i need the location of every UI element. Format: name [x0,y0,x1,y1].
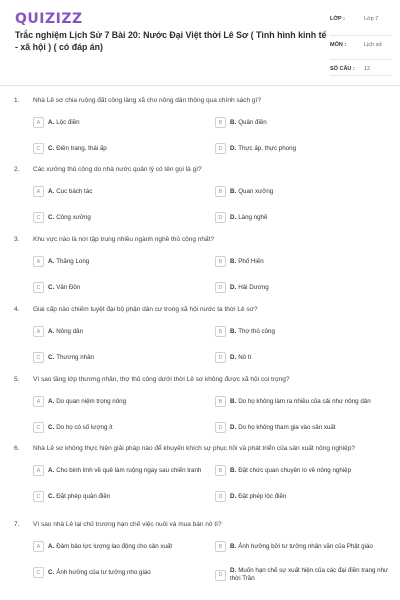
option-label: Ảnh hưởng của tư tưởng nho giáo [56,568,151,576]
option-text [230,398,371,406]
option-label: Hải Dương [238,283,269,291]
answer-option[interactable] [33,117,208,128]
option-letter: B. [230,466,237,474]
option-text [48,258,89,266]
option-label: Thợ thủ công [238,327,275,335]
option-letter: B. [230,542,237,550]
option-letter-box: C [33,143,44,154]
option-label: Muốn hạn chế sự xuất hiện của các đại điền trang như thời Trần [230,567,389,582]
option-letter-box: D [215,212,226,223]
option-text [230,145,296,153]
option-text [230,119,267,127]
option-label: Thương nhân [56,353,94,361]
answer-option[interactable] [33,422,208,433]
option-text [230,188,273,196]
option-label: Công xưởng [56,213,91,221]
option-text [48,328,83,336]
option-label: Nô tì [238,353,252,361]
option-letter: B. [230,118,237,126]
option-label: Cục bách tác [56,187,93,195]
option-label: Ảnh hưởng bởi tư tưởng nhân văn của Phật giáo [238,542,373,550]
option-label: Đảm bảo lực lượng lao động cho sản xuất [56,542,173,550]
option-letter-box: B [215,541,226,552]
option-letter: D. [230,213,237,221]
option-letter-box: B [215,256,226,267]
option-letter: D. [230,283,237,291]
option-label: Do họ không tham gia vào sản xuất [238,423,336,431]
answer-option[interactable] [215,326,390,337]
option-label: Đặt chức quan chuyên lo về nông nghiệp [238,466,352,474]
question-text: Vì sao nhà Lê lại chủ trương hạn chế việc nuôi và mua bán nô tì? [33,521,222,528]
option-letter-box: B [215,396,226,407]
option-letter: A. [48,257,55,265]
option-text [230,493,286,501]
option-letter-box: B [215,465,226,476]
option-letter: D. [230,144,237,152]
worksheet-meta [330,10,392,76]
option-label: Nông dân [56,327,84,335]
answer-option[interactable] [33,282,208,293]
question-number: 5. [14,376,20,383]
option-letter: C. [48,423,55,431]
option-text [48,398,126,406]
option-letter: D. [230,353,237,361]
option-letter: B. [230,257,237,265]
answer-option[interactable] [215,465,390,476]
option-letter: A. [48,187,55,195]
answer-option[interactable] [215,541,390,552]
answer-option[interactable] [215,396,390,407]
option-letter-box: A [33,541,44,552]
option-letter-box: C [33,491,44,502]
answer-option[interactable] [33,186,208,197]
option-text [48,188,92,196]
meta-grade [330,10,392,36]
answer-option[interactable] [215,282,390,293]
option-text [48,214,91,222]
meta-question-count [330,60,392,76]
question-number: 3. [14,236,20,243]
option-label: Làng nghề [238,213,268,221]
worksheet-title: Trắc nghiệm Lịch Sử 7 Bài 20: Nước Đại Việt thời Lê Sơ ( Tình hình kinh tế - xã hội ) ( có đáp án) [15,30,327,52]
option-text [230,328,275,336]
answer-option[interactable] [33,541,208,552]
answer-option[interactable] [33,256,208,267]
answer-option[interactable] [215,143,390,154]
answer-option[interactable] [215,567,390,583]
option-label: Đặt phép lộc điền [238,492,287,500]
option-letter-box: D [215,491,226,502]
option-text [230,258,264,266]
option-text [230,567,390,583]
meta-value: 12 [364,66,371,72]
question-text: Nhà Lê sơ không thực hiện giải pháp nào để khuyến khích sự phục hồi và phát triển của sản xuất nông nghiệp? [33,445,355,452]
question-text: Vì sao tầng lớp thương nhân, thợ thủ công dưới thời Lê sơ không được xã hội coi trọng? [33,376,290,383]
option-letter-box: C [33,352,44,363]
option-letter: B. [230,187,237,195]
option-text [48,569,151,577]
option-text [48,543,172,551]
option-text [230,214,267,222]
option-label: Do họ có số lượng ít [56,423,113,431]
meta-value: Lịch sử [364,42,383,48]
answer-option[interactable] [33,143,208,154]
option-letter-box: C [33,567,44,578]
option-label: Thăng Long [56,257,90,265]
question-text: Nhà Lê sơ chia ruộng đất công làng xã cho nông dân thông qua chính sách gì? [33,97,261,104]
option-letter: C. [48,568,55,576]
option-letter-box: A [33,117,44,128]
option-letter-box: A [33,186,44,197]
question-number: 7. [14,521,20,528]
option-letter: A. [48,466,55,474]
answer-option[interactable] [33,352,208,363]
option-label: Thực ấp, thực phong [238,144,297,152]
option-text [48,354,94,362]
option-label: Đặt phép quân điền [56,492,111,500]
meta-key: LỚP : [330,16,345,22]
answer-option[interactable] [215,422,390,433]
option-letter-box: D [215,143,226,154]
option-letter-box: B [215,117,226,128]
meta-subject [330,36,392,60]
option-letter: B. [230,397,237,405]
option-letter-box: A [33,256,44,267]
option-label: Do quan niệm trọng nông [56,397,127,405]
option-letter: D. [230,567,237,574]
question-text: Khu vực nào là nơi tập trung nhiều ngành nghề thủ công nhất? [33,236,215,243]
meta-value: Lớp 7 [364,16,379,22]
option-text [230,284,269,292]
option-letter-box: A [33,465,44,476]
option-text [48,467,201,475]
option-letter: A. [48,397,55,405]
option-text [48,424,113,432]
option-letter: A. [48,542,55,550]
option-letter-box: C [33,422,44,433]
meta-key: MÔN : [330,42,347,48]
question-text: Giai cấp nào chiếm tuyệt đại bộ phận dân cư trong xã hội nước ta thời Lê sơ? [33,306,258,313]
option-label: Quân điền [238,118,267,126]
answer-option[interactable] [33,491,208,502]
option-label: Vân Đồn [56,283,81,291]
option-letter: A. [48,327,55,335]
answer-option[interactable] [215,117,390,128]
option-letter-box: B [215,326,226,337]
answer-option[interactable] [33,212,208,223]
option-text [48,493,110,501]
option-letter: C. [48,353,55,361]
question-number: 4. [14,306,20,313]
option-text [48,145,107,153]
option-letter: C. [48,492,55,500]
question-number: 2. [14,166,20,173]
option-text [230,543,373,551]
option-label: Điền trang, thái ấp [56,144,107,152]
option-letter: A. [48,118,55,126]
answer-option[interactable] [33,326,208,337]
question-text: Các xưởng thủ công do nhà nước quản lý có tên gọi là gì? [33,166,202,173]
answer-option[interactable] [33,396,208,407]
option-letter: D. [230,423,237,431]
option-letter-box: C [33,282,44,293]
option-letter-box: D [215,352,226,363]
option-letter-box: D [215,422,226,433]
option-label: Do họ không làm ra nhiều của cải như nông dân [238,397,371,405]
answer-option[interactable] [215,352,390,363]
option-label: Quan xưởng [238,187,274,195]
option-text [230,354,251,362]
option-letter-box: A [33,326,44,337]
answer-option[interactable] [215,212,390,223]
option-letter-box: B [215,186,226,197]
answer-option[interactable] [33,465,208,476]
worksheet-header [0,0,400,86]
option-label: Cho binh lính về quê làm ruộng ngay sau chiến tranh [56,466,202,474]
answer-option[interactable] [215,186,390,197]
option-letter-box: A [33,396,44,407]
question-number: 6. [14,445,20,452]
option-letter: D. [230,492,237,500]
option-text [230,424,336,432]
meta-key: SỐ CÂU : [330,66,355,72]
option-label: Lộc điền [56,118,80,126]
option-letter-box: C [33,212,44,223]
answer-option[interactable] [215,256,390,267]
option-letter-box: D [215,282,226,293]
option-letter: C. [48,144,55,152]
option-letter: C. [48,213,55,221]
question-number: 1. [14,97,20,104]
option-text [48,119,80,127]
option-letter: C. [48,283,55,291]
option-text [48,284,80,292]
answer-option[interactable] [215,491,390,502]
option-letter: B. [230,327,237,335]
option-text [230,467,351,475]
option-letter-box: D [215,570,226,581]
quizizz-logo: QUIZIZZ [15,11,83,27]
answer-option[interactable] [33,567,208,578]
option-label: Phố Hiến [238,257,264,265]
